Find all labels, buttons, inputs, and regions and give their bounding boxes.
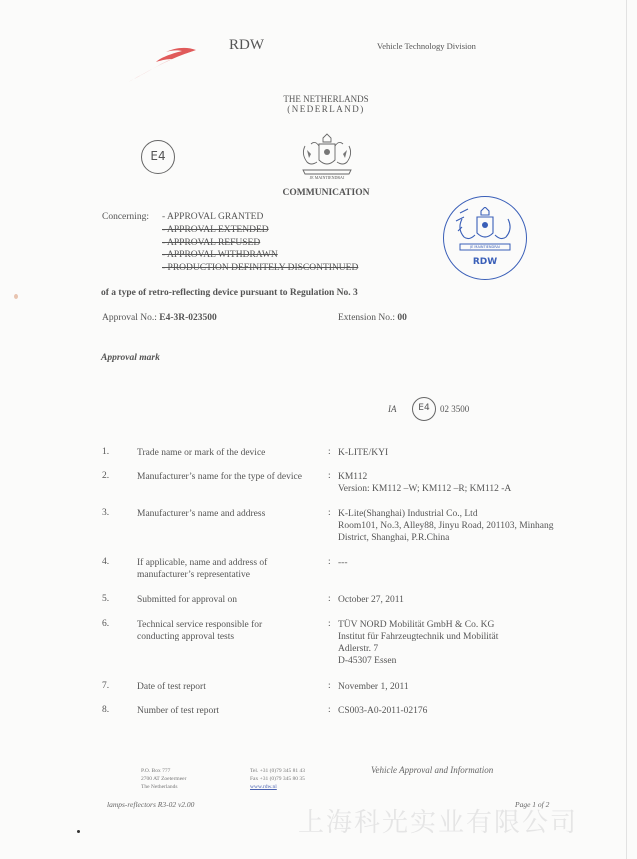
item-value-line: October 27, 2011 [338, 595, 404, 605]
e4-circle [141, 140, 175, 174]
item-number: 7. [102, 681, 110, 691]
item-value-line: K-LITE/KYI [338, 448, 389, 458]
footer-address-line: The Netherlands [141, 784, 178, 790]
item-number: 2. [102, 471, 110, 481]
item-label: Manufacturer’s name for the type of device [137, 472, 302, 482]
item-value-line: November 1, 2011 [338, 682, 409, 692]
item-value-line: CS003-A0-2011-02176 [338, 706, 428, 716]
division-name: Vehicle Technology Division [377, 41, 476, 51]
item-colon: : [328, 471, 331, 481]
item-value-line: District, Shanghai, P.R.China [338, 533, 450, 543]
footer-address [141, 767, 186, 791]
approval-mark-number: 02 3500 [440, 404, 470, 414]
item-label: Date of test report [137, 682, 206, 692]
stamp-ribbon: JE MAINTIENDRAI [470, 245, 500, 249]
item-label: If applicable, name and address of manufacturer’s representative [137, 558, 268, 580]
item-number: 6. [102, 619, 110, 629]
org-name: RDW [229, 37, 264, 53]
item-value-line: Version: KM112 –W; KM112 –R; KM112 -A [338, 484, 512, 494]
item-number: 8. [102, 705, 110, 715]
device-type-line: of a type of retro-reflecting device pursuant to Regulation No. 3 [101, 288, 358, 298]
country-title: THE NETHERLANDS [283, 94, 369, 104]
item-value-line: D-45307 Essen [338, 656, 397, 666]
seal-motto: JE MAINTIENDRAI [309, 175, 345, 180]
coat-of-arms-icon [297, 132, 357, 180]
concerning-approval-granted: - APPROVAL GRANTED [162, 212, 264, 222]
item-value-line: Room101, No.3, Alley88, Jinyu Road, 201103, Minhang [338, 521, 554, 531]
item-colon: : [328, 705, 331, 715]
item-value-line: Adlerstr. 7 [338, 644, 379, 654]
approval-mark-heading: Approval mark [101, 353, 160, 363]
footer-department: Vehicle Approval and Information [371, 765, 494, 775]
item-colon: : [328, 619, 331, 629]
scan-speck [14, 294, 18, 299]
scan-speck [77, 830, 80, 833]
communication-title: COMMUNICATION [282, 188, 370, 198]
company-watermark: 上海科光实业有限公司 [298, 808, 579, 838]
rdw-feather-logo [126, 44, 200, 84]
item-number: 1. [102, 447, 110, 457]
footer-fax: Fax +31 (0)79 345 80 35 [250, 776, 305, 782]
item-colon: : [328, 594, 331, 604]
concerning-approval-withdrawn: - APPROVAL WITHDRAWN [162, 250, 278, 260]
country-native: (NEDERLAND) [287, 104, 365, 114]
e4-text: E4 [150, 149, 166, 163]
item-value-line: Institut für Fahrzeugtechnik und Mobilität [338, 632, 499, 642]
item-value-line: KM112 [338, 472, 368, 482]
footer-address-line: 2700 AT Zoetermeer [141, 776, 187, 782]
extension-number-value: 00 [397, 313, 407, 323]
extension-number-label: Extension No.: [338, 313, 395, 323]
item-label: Submitted for approval on [137, 595, 237, 605]
item-label: Number of test report [137, 706, 220, 716]
item-label: Trade name or mark of the device [137, 448, 266, 458]
item-number: 3. [102, 508, 110, 518]
footer-contact [250, 767, 305, 791]
concerning-label: Concerning: [102, 212, 149, 222]
footer-page-number: Page 1 of 2 [515, 800, 550, 809]
footer-form-id: lamps-reflectors R3-02 v2.00 [107, 800, 195, 809]
item-colon: : [328, 681, 331, 691]
footer-tel: Tel. +31 (0)79 345 81 43 [250, 768, 305, 774]
item-label: Manufacturer’s name and address [137, 509, 266, 519]
approval-mark-prefix: IA [388, 404, 397, 414]
item-colon: : [328, 557, 331, 567]
page-edge [626, 0, 627, 859]
item-colon: : [328, 508, 331, 518]
concerning-production-discontinued: - PRODUCTION DEFINITELY DISCONTINUED [162, 263, 359, 273]
item-value-line: --- [338, 558, 348, 568]
item-value-line: K-Lite(Shanghai) Industrial Co., Ltd [338, 509, 478, 519]
item-value-line: TÜV NORD Mobilität GmbH & Co. KG [338, 620, 495, 630]
approval-number-field [102, 313, 217, 323]
concerning-approval-extended: - APPROVAL EXTENDED [162, 225, 269, 235]
footer-address-line: P.O. Box 777 [141, 768, 171, 774]
stamp-label: RDW [472, 257, 498, 267]
item-number: 4. [102, 557, 110, 567]
extension-number-field [338, 313, 407, 323]
approval-mark-circle-text: E4 [418, 403, 430, 413]
approval-number-label: Approval No.: [102, 313, 157, 323]
item-colon: : [328, 447, 331, 457]
approval-number-value: E4-3R-023500 [159, 313, 217, 323]
concerning-approval-refused: - APPROVAL REFUSED [162, 238, 261, 248]
approval-mark-circle [412, 397, 436, 421]
item-number: 5. [102, 594, 110, 604]
footer-web-link[interactable]: www.rdw.nl [250, 784, 277, 790]
rdw-stamp [443, 196, 527, 280]
item-label: Technical service responsible for conducting approval tests [137, 620, 263, 642]
